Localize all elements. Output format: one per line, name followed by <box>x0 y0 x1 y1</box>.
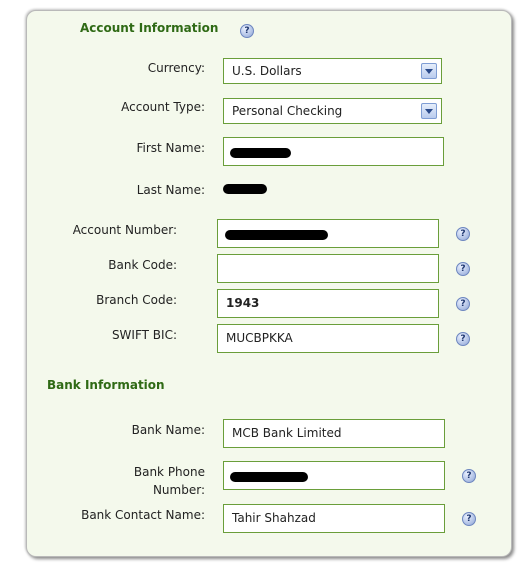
help-icon[interactable]: ? <box>456 297 470 311</box>
help-icon[interactable]: ? <box>456 262 470 276</box>
help-icon[interactable]: ? <box>456 227 470 241</box>
bank-contact-value: Tahir Shahzad <box>232 511 316 525</box>
last-name-label: Last Name: <box>136 183 205 197</box>
swift-bic-value: MUCBPKKA <box>226 331 293 345</box>
currency-label: Currency: <box>147 61 205 75</box>
account-type-label: Account Type: <box>121 100 205 114</box>
bank-phone-label: Bank Phone Number: <box>133 465 205 497</box>
branch-code-input[interactable] <box>217 289 439 318</box>
bank-code-input[interactable] <box>217 254 439 283</box>
account-type-select[interactable] <box>223 98 442 124</box>
account-information-title: Account Information <box>80 21 219 35</box>
bank-contact-input[interactable] <box>223 504 445 533</box>
bank-code-label: Bank Code: <box>108 258 177 272</box>
redaction-mark <box>225 230 328 240</box>
currency-select[interactable] <box>223 58 442 84</box>
first-name-label: First Name: <box>136 141 205 155</box>
help-icon[interactable]: ? <box>456 332 470 346</box>
swift-bic-input[interactable] <box>217 324 439 353</box>
last-name-value-redacted <box>223 184 267 194</box>
account-type-select-value: Personal Checking <box>232 104 343 118</box>
bank-name-label: Bank Name: <box>131 423 205 437</box>
bank-contact-label: Bank Contact Name: <box>81 508 205 522</box>
chevron-down-icon[interactable] <box>421 63 437 79</box>
help-icon[interactable]: ? <box>240 24 254 38</box>
chevron-down-icon[interactable] <box>421 103 437 119</box>
help-icon[interactable]: ? <box>462 469 476 483</box>
bank-name-input[interactable] <box>223 419 445 448</box>
redaction-mark <box>230 472 308 482</box>
account-number-label: Account Number: <box>72 223 177 237</box>
branch-code-value: 1943 <box>226 296 260 310</box>
help-icon[interactable]: ? <box>462 512 476 526</box>
branch-code-label: Branch Code: <box>96 293 177 307</box>
swift-bic-label: SWIFT BIC: <box>111 328 177 342</box>
currency-select-value: U.S. Dollars <box>232 64 302 78</box>
bank-information-title: Bank Information <box>47 378 165 392</box>
bank-name-value: MCB Bank Limited <box>232 426 342 440</box>
redaction-mark <box>230 148 291 158</box>
